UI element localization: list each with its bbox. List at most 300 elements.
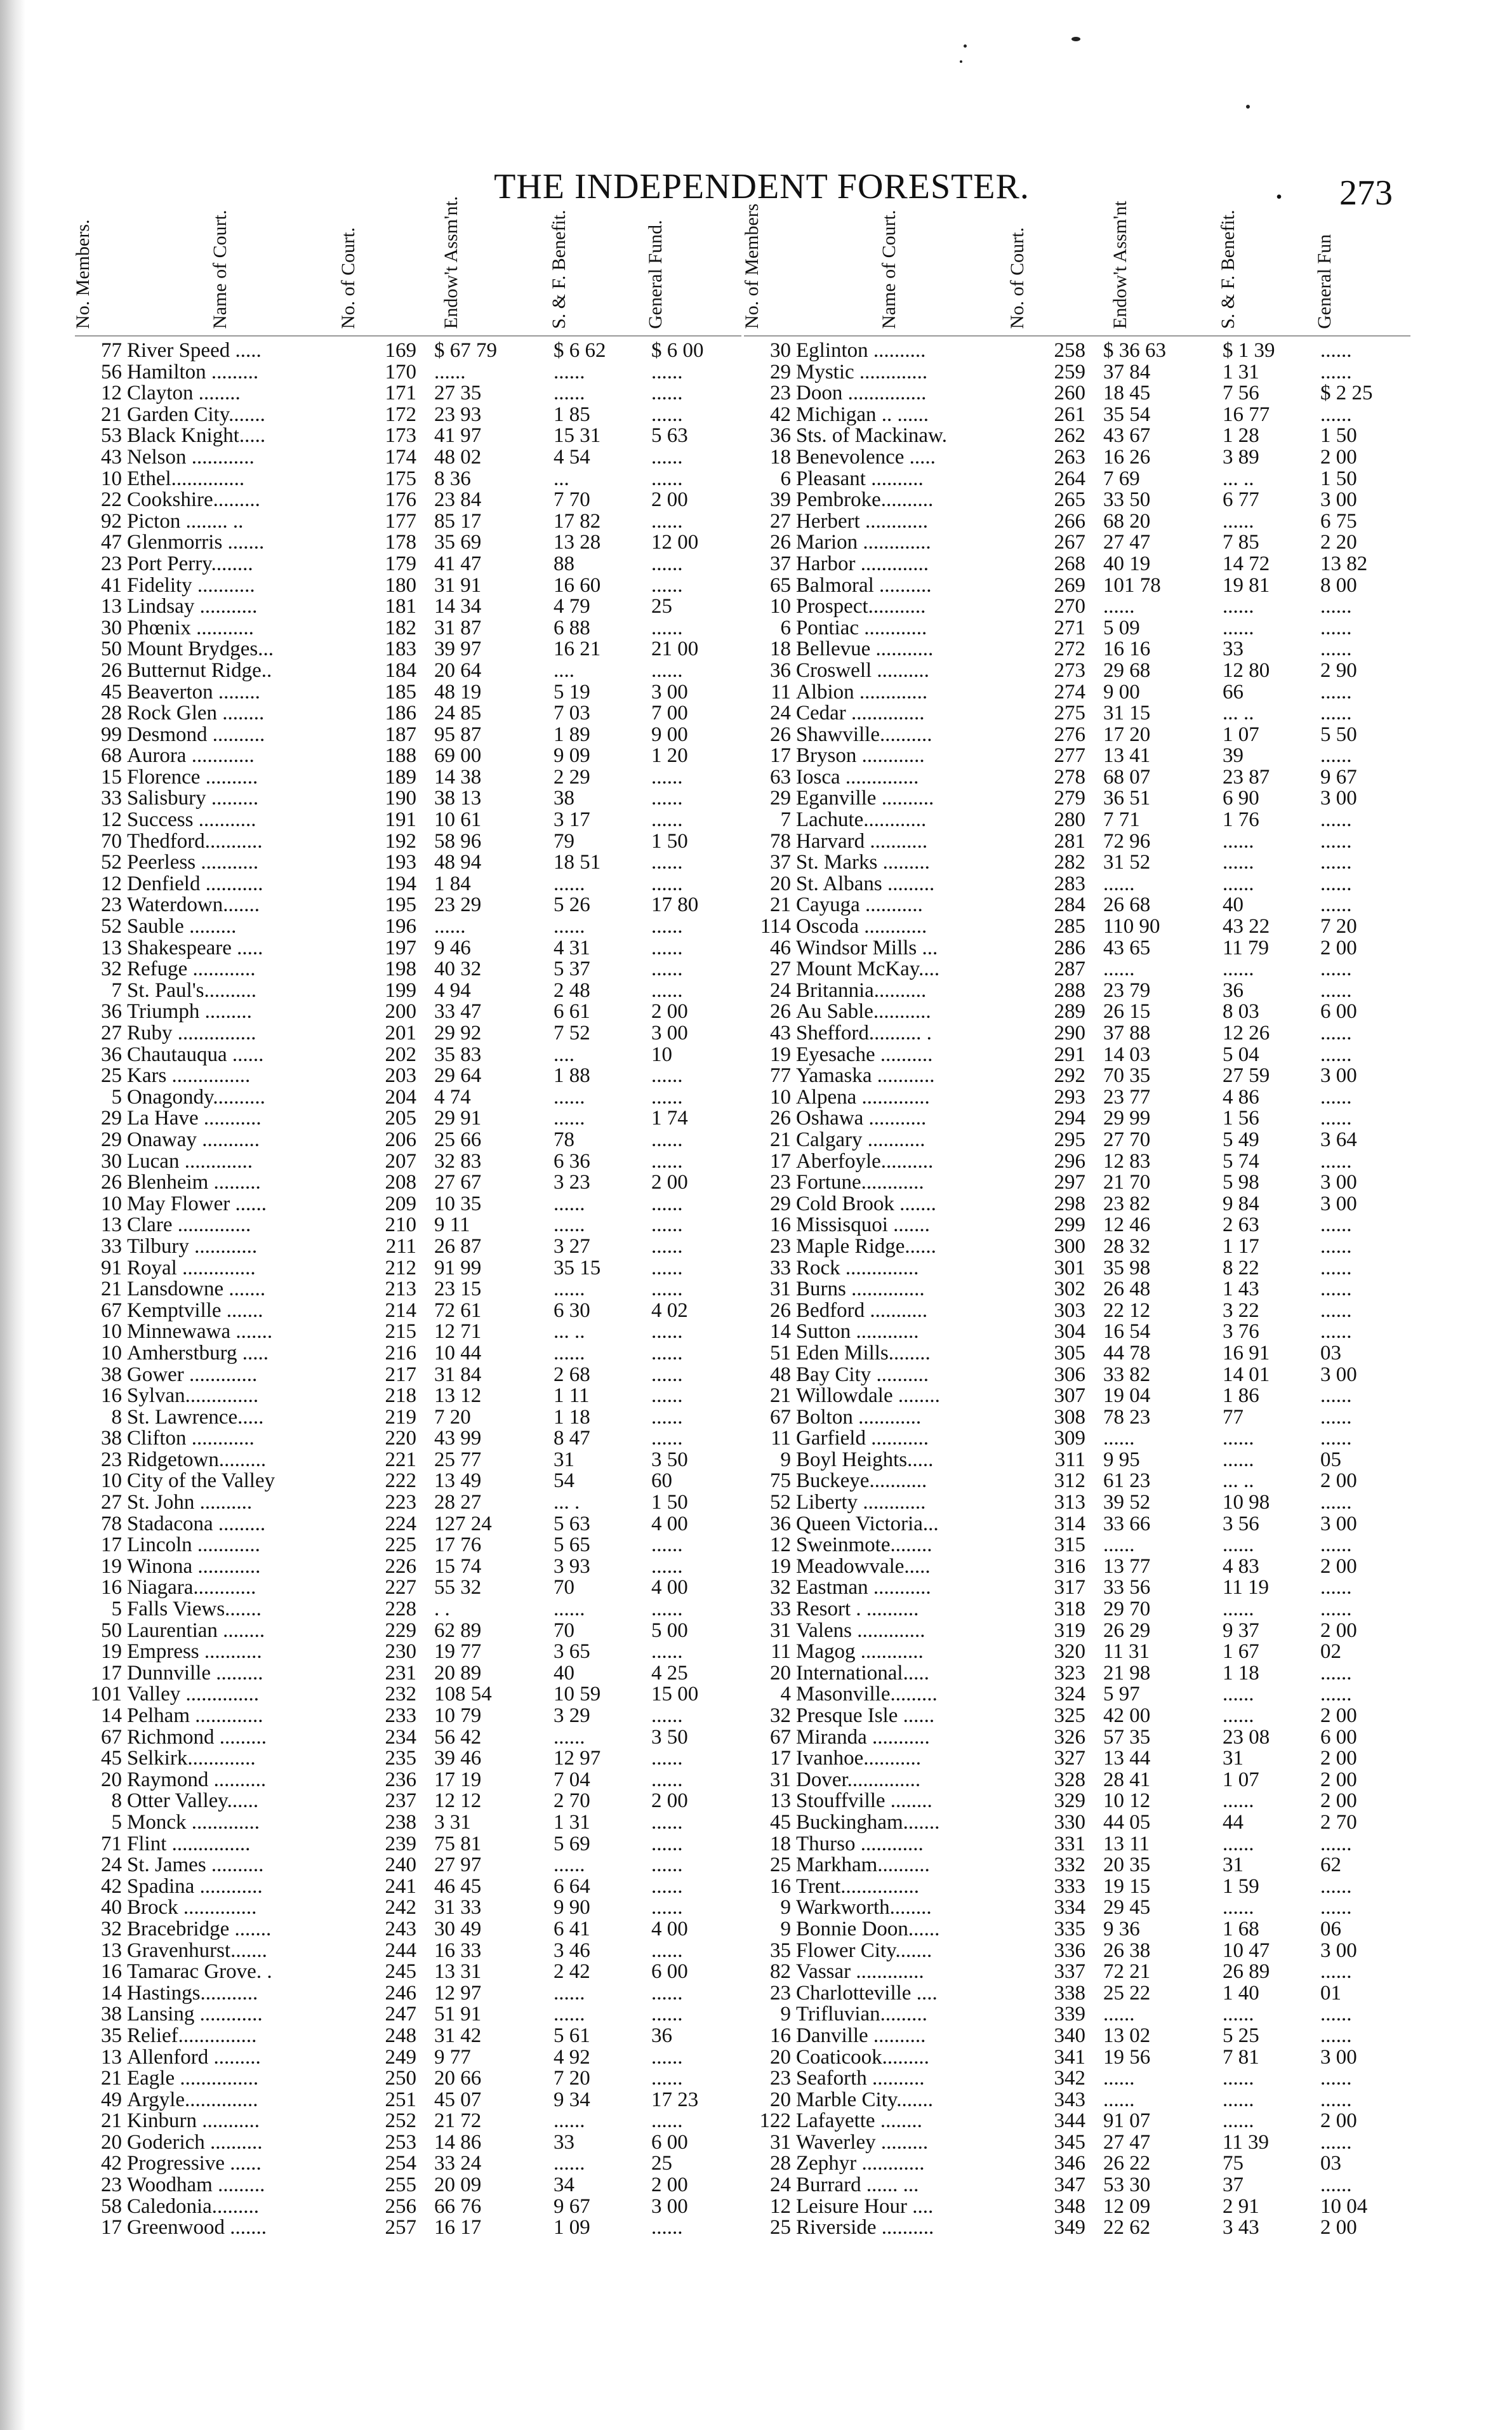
endowment-cell: 33 56: [1103, 1576, 1151, 1599]
table-row: [75, 660, 741, 682]
court-name-cell: Empress ...........: [127, 1641, 262, 1663]
court-number-cell: 198: [385, 958, 416, 981]
general-fund-cell: 15 00: [651, 1683, 699, 1706]
court-name-cell: Desmond ..........: [127, 724, 265, 746]
court-number-cell: 247: [385, 2003, 416, 2026]
endowment-cell: 91 07: [1103, 2109, 1151, 2133]
endowment-cell: 110 90: [1103, 915, 1160, 938]
court-name-cell: Harvard ...........: [796, 831, 928, 853]
col-header-members-right: No. of Members: [741, 203, 762, 329]
court-name-cell: Ethel..............: [127, 468, 245, 490]
members-cell: 68: [101, 744, 122, 768]
endowment-cell: 10 44: [434, 1341, 482, 1365]
court-number-cell: 235: [385, 1747, 416, 1770]
sick-funeral-cell: 12 26: [1223, 1022, 1270, 1045]
table-row: [744, 469, 1410, 490]
sick-funeral-cell: 2 48: [554, 978, 590, 1002]
general-fund-cell: ......: [651, 360, 683, 384]
members-cell: 20: [770, 872, 791, 895]
scan-speck: [1246, 105, 1250, 109]
court-number-cell: 201: [385, 1022, 416, 1045]
general-fund-cell: 13 82: [1320, 552, 1368, 575]
court-name-cell: La Have ...........: [127, 1108, 262, 1130]
endowment-cell: 27 67: [434, 1171, 482, 1194]
members-cell: 31: [770, 1619, 791, 1642]
court-number-cell: 254: [385, 2152, 416, 2175]
members-cell: 27: [101, 1022, 122, 1045]
court-name-cell: Stouffville ........: [796, 1791, 932, 1812]
endowment-cell: 7 20: [434, 1405, 471, 1429]
endowment-cell: 10 61: [434, 808, 482, 832]
table-row: [75, 1087, 741, 1109]
general-fund-cell: 2 20: [1320, 531, 1357, 554]
members-cell: 36: [770, 424, 791, 448]
court-number-cell: 238: [385, 1810, 416, 1834]
general-fund-cell: 1 50: [651, 829, 688, 853]
members-cell: 15: [101, 765, 122, 789]
members-cell: 11: [771, 680, 791, 704]
table-row: [75, 2047, 741, 2069]
members-cell: 7: [111, 978, 122, 1002]
court-name-cell: Amherstburg .....: [127, 1342, 269, 1365]
table-row: [744, 1577, 1410, 1599]
court-name-cell: Doon ...............: [796, 383, 927, 404]
general-fund-cell: ......: [1320, 702, 1352, 725]
general-fund-cell: 2 00: [651, 1000, 688, 1024]
general-fund-cell: ......: [1320, 1278, 1352, 1301]
table-row: [744, 1770, 1410, 1791]
court-number-cell: 172: [385, 403, 416, 426]
members-cell: 35: [101, 2024, 122, 2047]
endowment-cell: 37 84: [1103, 360, 1151, 384]
court-number-cell: 305: [1054, 1341, 1085, 1365]
sick-funeral-cell: ......: [1223, 1683, 1254, 1706]
court-number-cell: 289: [1054, 1000, 1085, 1024]
endowment-cell: 7 71: [1103, 808, 1140, 832]
general-fund-cell: ......: [1320, 1661, 1352, 1685]
sick-funeral-cell: 2 63: [1223, 1213, 1259, 1237]
members-cell: 52: [770, 1491, 791, 1514]
col-header-general-fund: General Fund.: [645, 220, 666, 329]
endowment-cell: 14 34: [434, 595, 482, 618]
table-row: [744, 554, 1410, 575]
court-number-cell: 320: [1054, 1640, 1085, 1664]
table-row: [75, 2111, 741, 2132]
endowment-cell: $ 36 63: [1103, 339, 1166, 362]
members-cell: 71: [101, 1832, 122, 1855]
sick-funeral-cell: 5 26: [554, 893, 590, 917]
sick-funeral-cell: 1 17: [1223, 1234, 1259, 1258]
endowment-cell: 20 66: [434, 2067, 482, 2090]
general-fund-cell: 2 00: [651, 2173, 688, 2197]
court-name-cell: Lindsay ...........: [127, 596, 258, 618]
members-cell: 17: [101, 2216, 122, 2240]
sick-funeral-cell: ....: [554, 1043, 574, 1066]
table-row: [75, 1897, 741, 1919]
court-number-cell: 279: [1054, 787, 1085, 810]
court-number-cell: 180: [385, 573, 416, 597]
court-number-cell: 292: [1054, 1064, 1085, 1088]
court-number-cell: 311: [1054, 1448, 1085, 1471]
court-name-cell: Niagara............: [127, 1577, 256, 1599]
court-number-cell: 252: [385, 2109, 416, 2133]
table-row: [744, 2175, 1410, 2196]
table-row: [744, 575, 1410, 597]
table-row: [744, 703, 1410, 724]
court-number-cell: 175: [385, 467, 416, 490]
members-cell: 24: [770, 702, 791, 725]
general-fund-cell: ......: [651, 382, 683, 405]
court-name-cell: Onagondy..........: [127, 1086, 265, 1109]
endowment-cell: 33 82: [1103, 1363, 1151, 1386]
court-number-cell: 262: [1054, 424, 1085, 448]
endowment-cell: 26 68: [1103, 893, 1151, 917]
members-cell: 82: [770, 1960, 791, 1984]
general-fund-cell: 60: [651, 1469, 672, 1493]
sick-funeral-cell: 16 21: [554, 638, 601, 661]
sick-funeral-cell: ... ..: [1223, 1469, 1254, 1493]
court-name-cell: Tilbury ............: [127, 1236, 258, 1258]
table-row: [75, 1684, 741, 1706]
sick-funeral-cell: ......: [554, 915, 585, 938]
court-number-cell: 211: [385, 1234, 416, 1258]
members-cell: 11: [771, 1427, 791, 1450]
sick-funeral-cell: $ 6 62: [554, 339, 606, 362]
endowment-cell: 13 31: [434, 1960, 482, 1984]
members-cell: 27: [770, 509, 791, 533]
court-name-cell: Lafayette ........: [796, 2111, 922, 2132]
court-number-cell: 234: [385, 1725, 416, 1749]
sick-funeral-cell: 9 34: [554, 2088, 590, 2111]
court-name-cell: St. Paul's..........: [127, 980, 256, 1002]
general-fund-cell: ......: [1320, 829, 1352, 853]
sick-funeral-cell: 5 63: [554, 1512, 590, 1535]
sick-funeral-cell: 34: [554, 2173, 574, 2197]
members-cell: 23: [101, 1448, 122, 1471]
sick-funeral-cell: 1 76: [1223, 808, 1259, 832]
members-cell: 28: [101, 702, 122, 725]
endowment-cell: 12 12: [434, 1789, 482, 1813]
court-number-cell: 178: [385, 531, 416, 554]
sick-funeral-cell: ......: [1223, 1896, 1254, 1919]
members-cell: 16: [770, 1874, 791, 1898]
members-cell: 33: [101, 1234, 122, 1258]
court-number-cell: 220: [385, 1427, 416, 1450]
sick-funeral-cell: 3 17: [554, 808, 590, 832]
court-name-cell: Warkworth........: [796, 1897, 932, 1919]
table-row: [744, 1834, 1410, 1855]
court-number-cell: 183: [385, 638, 416, 661]
endowment-cell: 27 47: [1103, 531, 1151, 554]
table-row: [75, 1535, 741, 1556]
table-row: [744, 1514, 1410, 1535]
members-cell: 20: [101, 2130, 122, 2154]
general-fund-cell: ......: [1320, 1320, 1352, 1344]
court-number-cell: 207: [385, 1149, 416, 1173]
general-fund-cell: 4 25: [651, 1661, 688, 1685]
general-fund-cell: ......: [1320, 1213, 1352, 1237]
members-cell: 18: [770, 638, 791, 661]
endowment-cell: 12 09: [1103, 2194, 1151, 2218]
table-row: [744, 1748, 1410, 1770]
members-cell: 101: [90, 1683, 122, 1706]
members-cell: 53: [101, 424, 122, 448]
court-number-cell: 170: [385, 360, 416, 384]
table-row: [744, 1791, 1410, 1812]
members-cell: 46: [770, 936, 791, 959]
court-name-cell: Eden Mills........: [796, 1342, 931, 1365]
general-fund-cell: 3 00: [1320, 787, 1357, 810]
members-cell: 30: [101, 616, 122, 639]
court-number-cell: 303: [1054, 1298, 1085, 1322]
sick-funeral-cell: 6 36: [554, 1149, 590, 1173]
court-name-cell: Harbor .............: [796, 553, 929, 575]
general-fund-cell: 05: [1320, 1448, 1341, 1471]
sick-funeral-cell: $ 1 39: [1223, 339, 1275, 362]
court-name-cell: Clayton ........: [127, 383, 241, 404]
endowment-cell: 31 33: [434, 1896, 482, 1919]
general-fund-cell: ......: [651, 1981, 683, 2005]
court-name-cell: Sweinmote........: [796, 1535, 932, 1556]
general-fund-cell: 7 00: [651, 702, 688, 725]
general-fund-cell: 9 00: [651, 723, 688, 746]
table-row: [75, 1599, 741, 1620]
general-fund-cell: ......: [1320, 1832, 1352, 1855]
table-row: [75, 1961, 741, 1983]
members-cell: 12: [101, 872, 122, 895]
sick-funeral-cell: 37: [1223, 2173, 1243, 2197]
sick-funeral-cell: 6 77: [1223, 488, 1259, 512]
members-cell: 65: [770, 573, 791, 597]
endowment-cell: 26 48: [1103, 1278, 1151, 1301]
table-row: [75, 1641, 741, 1663]
court-number-cell: 336: [1054, 1939, 1085, 1962]
court-name-cell: River Speed .....: [127, 340, 262, 362]
table-row: [744, 1919, 1410, 1940]
endowment-cell: 40 19: [1103, 552, 1151, 575]
court-name-cell: Refuge ............: [127, 959, 256, 980]
court-number-cell: 314: [1054, 1512, 1085, 1535]
table-row: [744, 404, 1410, 426]
table-row: [744, 2153, 1410, 2175]
endowment-cell: ......: [434, 360, 466, 384]
members-cell: 23: [101, 893, 122, 917]
endowment-cell: 15 74: [434, 1554, 482, 1578]
court-number-cell: 342: [1054, 2067, 1085, 2090]
endowment-cell: 25 77: [434, 1448, 482, 1471]
court-number-cell: 307: [1054, 1384, 1085, 1408]
endowment-cell: 13 41: [1103, 744, 1151, 768]
sick-funeral-cell: 75: [1223, 2152, 1243, 2175]
court-number-cell: 219: [385, 1405, 416, 1429]
court-number-cell: 246: [385, 1981, 416, 2005]
table-row: [744, 1343, 1410, 1365]
court-name-cell: Pembroke..........: [796, 490, 934, 511]
court-name-cell: St. John ..........: [127, 1492, 253, 1514]
court-number-cell: 216: [385, 1341, 416, 1365]
court-number-cell: 194: [385, 872, 416, 895]
general-fund-cell: ......: [651, 787, 683, 810]
court-name-cell: Herbert ............: [796, 511, 929, 533]
sick-funeral-cell: 36: [1223, 978, 1243, 1002]
sick-funeral-cell: 3 93: [554, 1554, 590, 1578]
table-row: [75, 1940, 741, 1962]
endowment-cell: 72 21: [1103, 1960, 1151, 1984]
court-name-cell: Bolton ............: [796, 1406, 922, 1429]
court-number-cell: 191: [385, 808, 416, 832]
sick-funeral-cell: 27 59: [1223, 1064, 1270, 1088]
court-number-cell: 299: [1054, 1213, 1085, 1237]
endowment-cell: 10 12: [1103, 1789, 1151, 1813]
table-row: [75, 639, 741, 660]
court-name-cell: Fidelity ...........: [127, 575, 255, 597]
sick-funeral-cell: 39: [1223, 744, 1243, 768]
general-fund-cell: ......: [651, 1213, 683, 1237]
table-row: [744, 1983, 1410, 2005]
court-number-cell: 277: [1054, 744, 1085, 768]
court-name-cell: Dover..............: [796, 1769, 921, 1791]
members-cell: 10: [101, 1192, 122, 1215]
endowment-cell: 45 07: [434, 2088, 482, 2111]
sick-funeral-cell: 6 88: [554, 616, 590, 639]
sick-funeral-cell: 16 91: [1223, 1341, 1270, 1365]
table-row: [744, 2068, 1410, 2090]
general-fund-cell: ......: [1320, 1427, 1352, 1450]
table-row: [75, 596, 741, 618]
court-name-cell: Britannia..........: [796, 980, 927, 1002]
table-row: [744, 1407, 1410, 1429]
court-name-cell: Port Perry........: [127, 553, 253, 575]
court-number-cell: 256: [385, 2194, 416, 2218]
court-name-cell: Bracebridge .......: [127, 1918, 272, 1940]
table-row: [744, 2004, 1410, 2026]
general-fund-cell: 1 50: [651, 1491, 688, 1514]
sick-funeral-cell: 1 07: [1223, 1768, 1259, 1791]
general-fund-cell: ......: [651, 1085, 683, 1109]
members-cell: 13: [101, 2045, 122, 2069]
table-row: [75, 1365, 741, 1386]
table-row: [75, 1001, 741, 1023]
endowment-cell: 69 00: [434, 744, 482, 768]
endowment-cell: ......: [1103, 872, 1135, 895]
endowment-cell: 10 79: [434, 1704, 482, 1727]
table-row: [75, 1321, 741, 1343]
court-number-cell: 171: [385, 382, 416, 405]
members-cell: 28: [770, 2152, 791, 2175]
court-number-cell: 197: [385, 936, 416, 959]
endowment-cell: 16 26: [1103, 445, 1151, 469]
table-row: [744, 1706, 1410, 1727]
court-name-cell: Hamilton .........: [127, 361, 259, 384]
endowment-cell: 12 71: [434, 1320, 482, 1344]
court-number-cell: 265: [1054, 488, 1085, 512]
court-number-cell: 239: [385, 1832, 416, 1855]
sick-funeral-cell: 8 22: [1223, 1256, 1259, 1279]
endowment-cell: 72 96: [1103, 829, 1151, 853]
endowment-cell: 29 92: [434, 1022, 482, 1045]
endowment-cell: 46 45: [434, 1874, 482, 1898]
court-name-cell: Thurso ............: [796, 1833, 924, 1855]
endowment-cell: 33 50: [1103, 488, 1151, 512]
endowment-cell: 31 87: [434, 616, 482, 639]
court-number-cell: 182: [385, 616, 416, 639]
endowment-cell: 70 35: [1103, 1064, 1151, 1088]
sick-funeral-cell: 6 41: [554, 1917, 590, 1940]
endowment-cell: 16 54: [1103, 1320, 1151, 1344]
members-cell: 17: [770, 1747, 791, 1770]
court-name-cell: Trifluvian.........: [796, 2004, 927, 2026]
members-cell: 26: [101, 658, 122, 682]
table-row: [744, 682, 1410, 704]
members-cell: 18: [770, 1832, 791, 1855]
endowment-cell: 33 66: [1103, 1512, 1151, 1535]
sick-funeral-cell: 44: [1223, 1810, 1243, 1834]
sick-funeral-cell: 1 07: [1223, 723, 1259, 746]
court-name-cell: Michigan .. ......: [796, 404, 929, 426]
general-fund-cell: ......: [1320, 872, 1352, 895]
sick-funeral-cell: 13 28: [554, 531, 601, 554]
endowment-cell: ......: [1103, 2088, 1135, 2111]
general-fund-cell: 4 00: [651, 1576, 688, 1599]
members-cell: 42: [101, 2152, 122, 2175]
court-name-cell: Relief...............: [127, 2025, 257, 2047]
members-cell: 5: [111, 1810, 122, 1834]
court-name-cell: Riverside ..........: [796, 2217, 934, 2239]
court-number-cell: 225: [385, 1533, 416, 1557]
court-number-cell: 300: [1054, 1234, 1085, 1258]
members-cell: 13: [101, 936, 122, 959]
court-name-cell: Clare ..............: [127, 1215, 251, 1236]
endowment-cell: 29 91: [434, 1107, 482, 1130]
endowment-cell: 36 51: [1103, 787, 1151, 810]
members-cell: 6: [780, 616, 791, 639]
court-number-cell: 331: [1054, 1832, 1085, 1855]
endowment-cell: 14 03: [1103, 1043, 1151, 1066]
endowment-cell: 78 23: [1103, 1405, 1151, 1429]
sick-funeral-cell: 4 86: [1223, 1085, 1259, 1109]
general-fund-cell: ......: [651, 2003, 683, 2026]
members-cell: 38: [101, 2003, 122, 2026]
court-number-cell: 349: [1054, 2216, 1085, 2240]
general-fund-cell: ......: [651, 467, 683, 490]
court-number-cell: 217: [385, 1363, 416, 1386]
endowment-cell: 20 35: [1103, 1853, 1151, 1877]
court-number-cell: 237: [385, 1789, 416, 1813]
court-number-cell: 255: [385, 2173, 416, 2197]
court-name-cell: Laurentian ........: [127, 1620, 265, 1642]
court-name-cell: Lincoln ............: [127, 1535, 260, 1556]
table-row: [75, 810, 741, 831]
members-cell: 38: [101, 1427, 122, 1450]
left-table-body: [75, 340, 741, 2239]
general-fund-cell: 2 00: [1320, 1768, 1357, 1791]
members-cell: 32: [101, 958, 122, 981]
table-row: [75, 1428, 741, 1450]
court-name-cell: Ivanhoe...........: [796, 1748, 922, 1770]
sick-funeral-cell: ...: [554, 467, 569, 490]
court-number-cell: 332: [1054, 1853, 1085, 1877]
endowment-cell: 53 30: [1103, 2173, 1151, 2197]
court-name-cell: Sauble .........: [127, 916, 237, 938]
sick-funeral-cell: 3 27: [554, 1234, 590, 1258]
members-cell: 37: [770, 851, 791, 874]
court-name-cell: Missisquoi .......: [796, 1215, 930, 1236]
general-fund-cell: 2 90: [1320, 658, 1357, 682]
sick-funeral-cell: 15 31: [554, 424, 601, 448]
sick-funeral-cell: 11 19: [1223, 1576, 1270, 1599]
table-row: [75, 2153, 741, 2175]
sick-funeral-cell: 9 90: [554, 1896, 590, 1919]
